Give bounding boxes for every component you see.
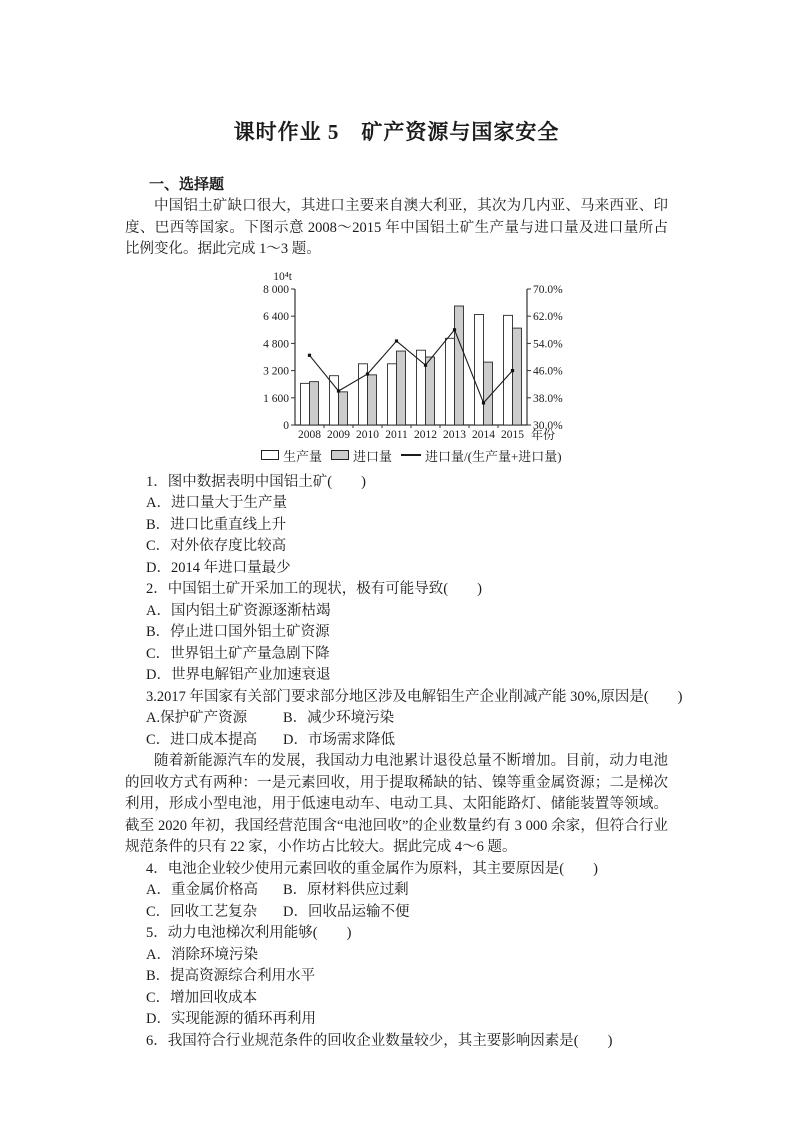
year-label: 2014 <box>472 428 495 441</box>
intro-paragraph-2: 随着新能源汽车的发展，我国动力电池累计退役总量不断增加。目前，动力电池的回收方式有两种：一是元素回收，用于提取稀缺的钴、镍等重金属资源；二是梯次利用，形成小型电池，用于低速电动车、电动工具、太阳能路灯、储能装置等领域。截至 2020 年初，我国经营范围含“电池回收”的企业数量约有 3 000 余家，但符合行业规范条件的只有 22 家，小作坊占比较大。据此完成 4～6 题。 <box>125 753 668 855</box>
left-tick-label: 6 400 <box>263 310 289 323</box>
production-bar-2014 <box>475 314 484 425</box>
ratio-marker-2008 <box>308 353 311 356</box>
ratio-marker-2015 <box>511 369 514 372</box>
question-3-option-D: D．市场需求降低 <box>283 731 395 748</box>
question-4-option-D: D．回收品运输不便 <box>283 903 410 920</box>
right-tick-label: 30.0% <box>533 419 563 432</box>
left-tick-label: 1 600 <box>263 392 289 405</box>
year-label: 2012 <box>414 428 437 441</box>
question-3-option-row <box>125 730 668 752</box>
legend-label-production: 生产量 <box>283 448 323 464</box>
question-2-option-C: C．世界铝土矿产量急剧下降 <box>146 645 330 662</box>
x-axis-caption: 年份 <box>531 427 556 442</box>
import-bar-2008 <box>310 381 319 424</box>
ratio-marker-2013 <box>453 328 456 331</box>
bauxite-chart <box>251 265 596 465</box>
question-5-option-row <box>125 1009 668 1031</box>
question-4-option-row <box>125 902 668 924</box>
left-tick-label: 8 000 <box>263 283 289 296</box>
question-1-option-B: B．进口比重直线上升 <box>146 516 287 533</box>
year-label: 2015 <box>501 428 524 441</box>
ratio-marker-2012 <box>424 363 427 366</box>
question-3-option-A: A.保护矿产资源 <box>146 710 248 726</box>
import-bar-2011 <box>397 351 406 425</box>
import-bar-2013 <box>455 306 464 425</box>
question-4-text: 4．电池企业较少使用元素回收的重金属作为原料，其主要原因是( ) <box>146 860 598 877</box>
question-2-option-row <box>125 622 668 644</box>
question-5-option-D: D．实现能源的循环再利用 <box>146 1011 316 1027</box>
section-heading: 一、选择题 <box>149 177 225 193</box>
question-2-text: 2．中国铝土矿开采加工的现状，极有可能导致( ) <box>146 581 482 597</box>
legend-label-ratio: 进口量/(生产量+进口量) <box>425 448 562 464</box>
question-3-text: 3.2017 年国家有关部门要求部分地区涉及电解铝生产企业削减产能 30%,原因是( ) <box>146 688 683 705</box>
question-5-option-A: A．消除环境污染 <box>146 946 258 963</box>
right-tick-label: 70.0% <box>533 283 563 296</box>
ratio-marker-2011 <box>395 339 398 342</box>
year-label: 2013 <box>443 428 466 441</box>
question-5-option-C: C．增加回收成本 <box>146 989 258 1006</box>
question-1-option-row <box>125 536 668 558</box>
question-6-text: 6．我国符合行业规范条件的回收企业数量较少，其主要影响因素是( ) <box>146 1032 613 1049</box>
question-3-option-B: B．减少环境污染 <box>283 710 395 726</box>
import-bar-2012 <box>426 357 435 425</box>
right-tick-label: 38.0% <box>533 392 563 405</box>
question-1-option-A: A．进口量大于生产量 <box>146 495 287 511</box>
question-1-option-row <box>125 515 668 537</box>
question-4-option-C: C．回收工艺复杂 <box>146 903 258 920</box>
ratio-marker-2009 <box>337 389 340 392</box>
question-2-option-row <box>125 601 668 623</box>
worksheet-page <box>125 118 683 1052</box>
left-tick-label: 0 <box>283 419 289 432</box>
question-5-text: 5．动力电池梯次利用能够( ) <box>146 925 352 941</box>
ratio-marker-2014 <box>482 401 485 404</box>
production-bar-2009 <box>330 375 339 424</box>
legend-item-import <box>331 446 392 465</box>
questions-1-3 <box>125 472 683 752</box>
question-5-option-B: B．提高资源综合利用水平 <box>146 968 316 984</box>
question-5-option-row <box>125 966 668 988</box>
question-1-text: 1．图中数据表明中国铝土矿( ) <box>146 473 366 490</box>
question-5-option-row <box>125 988 668 1010</box>
import-bar-2009 <box>339 391 348 424</box>
right-tick-label: 54.0% <box>533 337 563 350</box>
import-bar-2014 <box>484 362 493 425</box>
production-swatch-icon <box>261 450 279 460</box>
intro-paragraph-1: 中国铝土矿缺口很大，其进口主要来自澳大利亚，其次为几内亚、马来西亚、印度、巴西等国家。下图示意 2008～2015 年中国铝土矿生产量与进口量及进口量所占比例变化。据此完成 1～3 题。 <box>125 198 668 257</box>
question-3-option-row <box>125 708 668 730</box>
question-2-option-A: A．国内铝土矿资源逐渐枯竭 <box>146 602 331 619</box>
page-title: 课时作业 5 矿产资源与国家安全 <box>233 120 560 144</box>
unit-label: 10⁴t <box>273 270 292 283</box>
question-2-option-row <box>125 644 668 666</box>
import-bar-2015 <box>513 328 522 425</box>
question-2-option-D: D．世界电解铝产业加速衰退 <box>146 667 331 683</box>
production-bar-2011 <box>388 363 397 424</box>
legend-item-ratio <box>401 446 562 465</box>
question-1-option-row <box>125 558 668 580</box>
question-1-option-C: C．对外依存度比较高 <box>146 538 287 554</box>
question-4-option-B: B．原材料供应过剩 <box>283 882 409 898</box>
question-5-option-row <box>125 945 668 967</box>
import-bar-2010 <box>368 374 377 424</box>
question-1-option-D: D．2014 年进口量最少 <box>146 559 291 576</box>
import-swatch-icon <box>331 450 349 460</box>
production-bar-2013 <box>446 338 455 425</box>
year-label: 2009 <box>327 428 350 441</box>
year-label: 2011 <box>385 428 408 441</box>
question-3-option-C: C．进口成本提高 <box>146 731 258 748</box>
right-tick-label: 46.0% <box>533 365 563 378</box>
legend-item-production <box>261 446 322 465</box>
question-4-option-row <box>125 880 668 902</box>
questions-4-6 <box>125 859 668 1053</box>
ratio-marker-2010 <box>366 372 369 375</box>
year-label: 2010 <box>356 428 379 441</box>
year-label: 2008 <box>298 428 321 441</box>
question-2-option-B: B．停止进口国外铝土矿资源 <box>146 624 330 640</box>
ratio-line-icon <box>401 454 421 456</box>
question-2-option-row <box>125 665 668 687</box>
chart-legend <box>261 446 596 465</box>
question-1-option-row <box>125 493 668 515</box>
legend-label-import: 进口量 <box>353 448 393 464</box>
left-tick-label: 3 200 <box>263 365 289 378</box>
bauxite-chart-plot <box>251 265 596 445</box>
left-tick-label: 4 800 <box>263 337 289 350</box>
right-tick-label: 62.0% <box>533 310 563 323</box>
production-bar-2008 <box>301 383 310 425</box>
question-4-option-A: A．重金属价格高 <box>146 882 258 898</box>
